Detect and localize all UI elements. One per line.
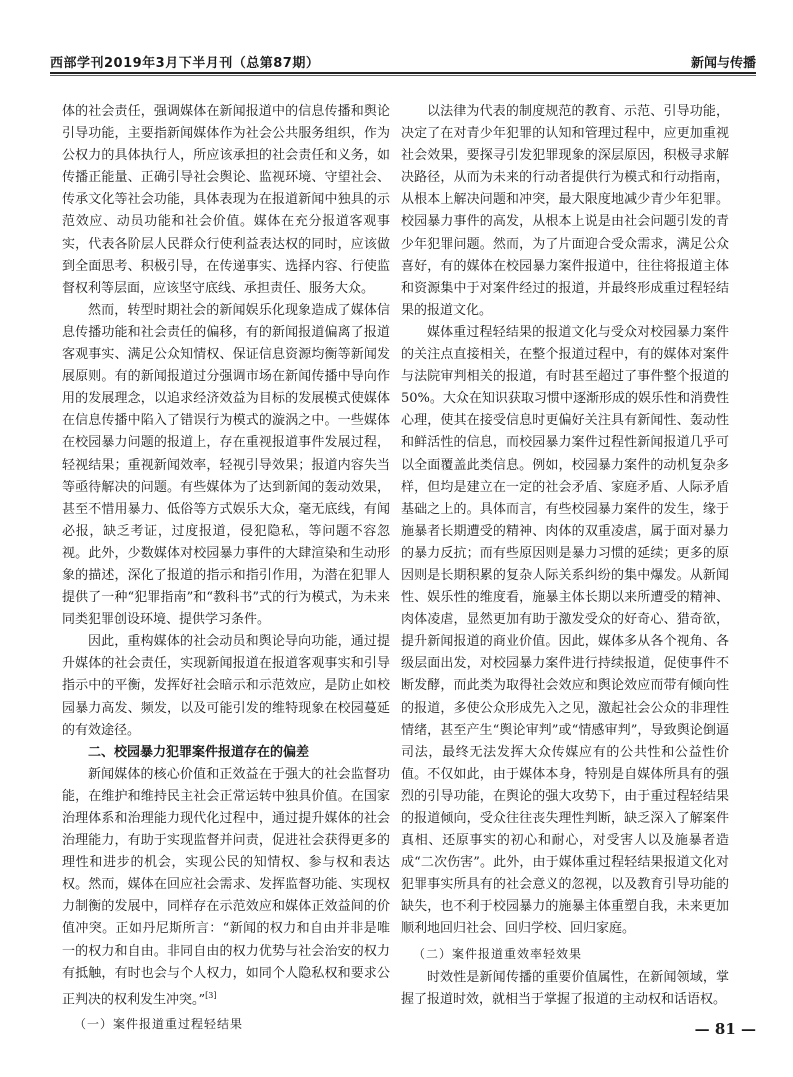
- left-column: [62, 101, 390, 1032]
- subsection-heading: （二）案件报道重效率轻效果: [413, 946, 583, 961]
- citation-marker: [3]: [205, 990, 217, 1000]
- page-header: [50, 38, 756, 78]
- journal-title: 西部学刊2019年3月下半月刊（总第87期）: [50, 56, 320, 71]
- section-heading: 二、校园暴力犯罪案件报道存在的偏差: [88, 744, 310, 760]
- paragraph: [62, 764, 390, 1011]
- header-rule: [50, 72, 756, 74]
- paragraph-text: 新闻媒体的核心价值和正效益在于强大的社会监督功能，在维护和维持民主社会正常运转中独具价值。在国家治理体系和治理能力现代化过程中，通过提升媒体的社会治理能力，有助于实现监督并问责，促进社会获得更多的理性和进步的机会，实现公民的知情权、参与权和表达权。然而，媒体在回应社会需求、发挥监督功能、实现权力制衡的发展中，同样存在示范效应和媒体正效益间的价值冲突。正如丹尼斯所言：“新闻的权力和自由并非是唯一的权力和自由。非同自由的权力优势与社会治安的权力有抵触，有时也会与个人权力，如同个人隐私权和要求公正判决的权利发生冲突。”: [62, 766, 390, 1008]
- paragraph: 以法律为代表的制度规范的教育、示范、引导功能，决定了在对青少年犯罪的认知和管理过程中，应更加重视社会效果，要探寻引发犯罪现象的深层原因，积极寻求解决路径，从而为未来的行动者提供行为模式和行动指南，从根本上解决问题和冲突，最大限度地减少青少年犯罪。校园暴力事件的高发，从根本上说是由社会问题引发的青少年犯罪问题。然而，为了片面迎合受众需求，满足公众喜好，有的媒体在校园暴力案件报道中，往往将报道主体和资源集中于对案件经过的报道，并最终形成重过程轻结果的报道文化。: [401, 104, 729, 318]
- paragraph: 媒体重过程轻结果的报道文化与受众对校园暴力案件的关注点直接相关，在整个报道过程中，有的媒体对案件与法院审判相关的报道，有时甚至超过了事件整个报道的50%。大众在知识获取习惯中逐渐形成的娱乐性和消费性心理，使其在接受信息时更偏好关注具有新闻性、轰动性和鲜活性的信息，而校园暴力案件过程性新闻报道几乎可以全面覆盖此类信息。例如，校园暴力案件的动机复杂多样，但均是建立在一定的社会矛盾、家庭矛盾、人际矛盾基础之上的。具体而言，有些校园暴力案件的发生，缘于施暴者长期遭受的精神、肉体的双重凌虐，属于面对暴力的暴力反抗；而有些原因则是暴力习惯的延续；更多的原因则是长期积累的复杂人际关系纠纷的集中爆发。从新闻性、娱乐性的维度看，施暴主体长期以来所遭受的精神、肉体凌虐，显然更加有助于激发受众的好奇心、猎奇欲，提升新闻报道的商业价值。因此，媒体多从各个视角、各级层面出发，对校园暴力案件进行持续报道，促使事件不断发酵，而此类为取得社会效应和舆论效应而带有倾向性的报道，多使公众形成先入之见，激起社会公众的非理性情绪，甚至产生“舆论审判”或“情感审判”，导致舆论倒逼司法，最终无法发挥大众传媒应有的公共性和公益性价值。不仅如此，由于媒体本身，特别是自媒体所具有的强烈的引导功能，在舆论的强大攻势下，由于重过程轻结果的报道倾向，受众往往丧失理性判断，缺乏深入了解案件真相、还原事实的初心和耐心，对受害人以及施暴者造成“二次伤害”。此外，由于媒体重过程轻结果报道文化对犯罪事实所具有的社会意义的忽视，以及教育引导功能的缺失，也不利于校园暴力的施暴主体重塑自我，未来更加顺利地回归社会、回归学校、回归家庭。: [401, 324, 729, 937]
- paragraph: 然而，转型时期社会的新闻娱乐化现象造成了媒体信息传播功能和社会责任的偏移，有的新闻报道偏离了报道客观事实、满足公众知情权、保证信息资源均衡等新闻发展原则。有的新闻报道过分强调市场在新闻传播中导向作用的发展理念，以追求经济效益为目标的发展模式使媒体在信息传播中陷入了错误行为模式的漩涡之中。一些媒体在校园暴力问题的报道上，存在重视报道事件发展过程，轻视结果；重视新闻效率，轻视引导效果；报道内容失当等亟待解决的问题。有些媒体为了达到新闻的轰动效果，甚至不惜用暴力、低俗等方式娱乐大众，毫无底线，有闻必报，缺乏考证，过度报道，侵犯隐私，等问题不容忽视。此外，少数媒体对校园暴力事件的大肆渲染和生动形象的描述，深化了报道的指示和指引作用，为潜在犯罪人提供了一种“犯罪指南”和“教科书”式的行为模式，为未来同类犯罪创设环境、提供学习条件。: [62, 302, 390, 628]
- page-number: — 81 —: [694, 1020, 756, 1038]
- paragraph: 因此，重构媒体的社会动员和舆论导向功能，通过提升媒体的社会责任，实现新闻报道在报道客观事实和引导指示中的平衡，发挥好社会暗示和示范效应，是防止如校园暴力高发、频发，以及可能引发的维特现象在校园蔓延的有效途径。: [62, 634, 390, 738]
- right-column: [401, 101, 729, 1016]
- section-name: 新闻与传播: [690, 56, 756, 71]
- paragraph: 时效性是新闻传播的重要价值属性，在新闻领域，掌握了报道时效，就相当于掌握了报道的主动权和话语权。: [401, 969, 729, 1007]
- subsection-heading: （一）案件报道重过程轻结果: [74, 1017, 244, 1032]
- header-rule-thin: [50, 75, 756, 76]
- paragraph: 体的社会责任，强调媒体在新闻报道中的信息传播和舆论引导功能，主要指新闻媒体作为社会公共服务组织，作为公权力的具体执行人，所应该承担的社会责任和义务，如传播正能量、正确引导社会舆论、监视环境、守望社会、传承文化等社会功能，具体表现为在报道新闻中独具的示范效应、动员功能和社会价值。媒体在充分报道客观事实，代表各阶层人民群众行使利益表达权的同时，应该做到全面思考、积极引导，在传递事实、选择内容、行使监督权利等层面，应该坚守底线、承担责任、服务大众。: [62, 104, 390, 296]
